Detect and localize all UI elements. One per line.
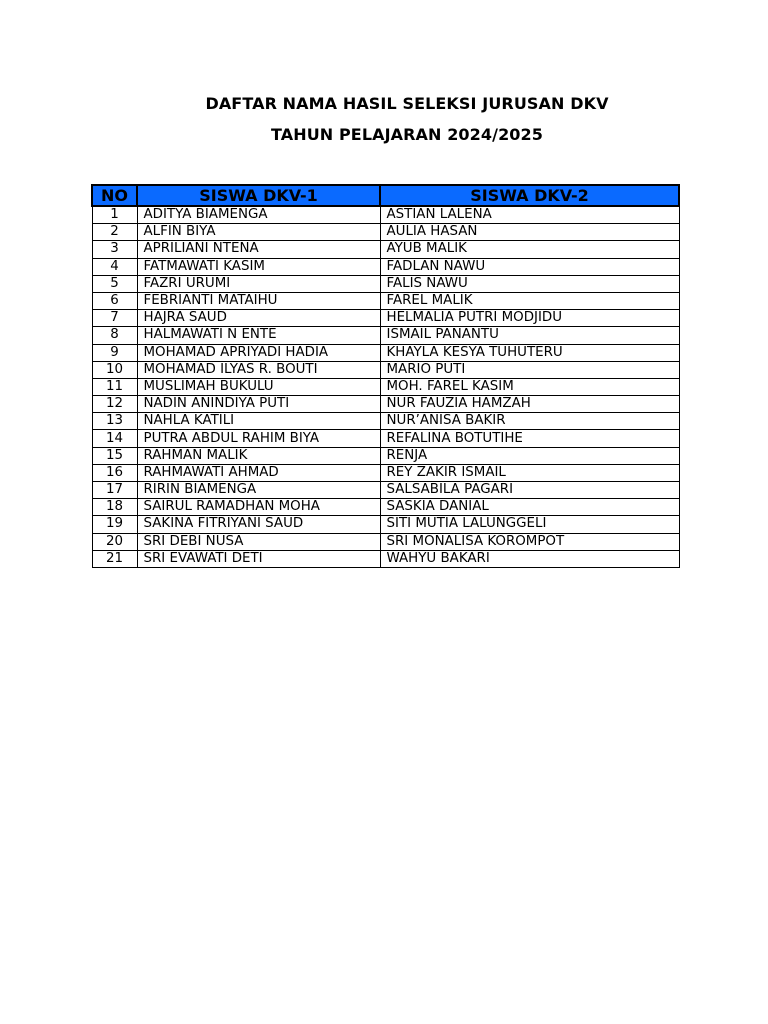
student-dkv1-name: FATMAWATI KASIM: [137, 258, 380, 275]
student-dkv1-name: APRILIANI NTENA: [137, 241, 380, 258]
row-number: 14: [92, 430, 137, 447]
row-number: 10: [92, 361, 137, 378]
student-dkv2-name: SRI MONALISA KOROMPOT: [380, 533, 679, 550]
student-dkv2-name: REY ZAKIR ISMAIL: [380, 464, 679, 481]
table-row: [92, 550, 679, 567]
table-row: [92, 516, 679, 533]
document-subtitle: TAHUN PELAJARAN 2024/2025: [270, 125, 544, 144]
student-dkv2-name: ISMAIL PANANTU: [380, 327, 679, 344]
table-row: [92, 327, 679, 344]
table-row: [92, 241, 679, 258]
student-dkv1-name: RIRIN BIAMENGA: [137, 482, 380, 499]
document-title: DAFTAR NAMA HASIL SELEKSI JURUSAN DKV: [205, 94, 609, 113]
table-row: [92, 413, 679, 430]
row-number: 21: [92, 550, 137, 567]
student-dkv2-name: NUR’ANISA BAKIR: [380, 413, 679, 430]
row-number: 9: [92, 344, 137, 361]
table-row: [92, 396, 679, 413]
student-dkv2-name: KHAYLA KESYA TUHUTERU: [380, 344, 679, 361]
row-number: 17: [92, 482, 137, 499]
student-dkv2-name: MARIO PUTI: [380, 361, 679, 378]
row-number: 8: [92, 327, 137, 344]
student-dkv2-name: MOH. FAREL KASIM: [380, 378, 679, 395]
table-row: [92, 344, 679, 361]
table-row: [92, 206, 679, 224]
row-number: 11: [92, 378, 137, 395]
student-dkv1-name: NADIN ANINDIYA PUTI: [137, 396, 380, 413]
student-dkv1-name: FAZRI URUMI: [137, 275, 380, 292]
table-row: [92, 310, 679, 327]
student-dkv2-name: SITI MUTIA LALUNGGELI: [380, 516, 679, 533]
student-dkv1-name: RAHMAN MALIK: [137, 447, 380, 464]
student-dkv1-name: MUSLIMAH BUKULU: [137, 378, 380, 395]
student-dkv1-name: PUTRA ABDUL RAHIM BIYA: [137, 430, 380, 447]
row-number: 18: [92, 499, 137, 516]
row-number: 16: [92, 464, 137, 481]
table-row: [92, 275, 679, 292]
row-number: 20: [92, 533, 137, 550]
student-dkv2-name: SALSABILA PAGARI: [380, 482, 679, 499]
student-dkv1-name: MOHAMAD ILYAS R. BOUTI: [137, 361, 380, 378]
student-dkv2-name: HELMALIA PUTRI MODJIDU: [380, 310, 679, 327]
student-dkv2-name: FALIS NAWU: [380, 275, 679, 292]
student-dkv1-name: SRI EVAWATI DETI: [137, 550, 380, 567]
row-number: 19: [92, 516, 137, 533]
student-dkv2-name: SASKIA DANIAL: [380, 499, 679, 516]
table-row: [92, 430, 679, 447]
student-dkv2-name: FAREL MALIK: [380, 292, 679, 309]
row-number: 6: [92, 292, 137, 309]
student-dkv1-name: MOHAMAD APRIYADI HADIA: [137, 344, 380, 361]
student-dkv1-name: FEBRIANTI MATAIHU: [137, 292, 380, 309]
student-dkv1-name: HALMAWATI N ENTE: [137, 327, 380, 344]
row-number: 5: [92, 275, 137, 292]
table-row: [92, 258, 679, 275]
table-row: [92, 292, 679, 309]
student-dkv2-name: AULIA HASAN: [380, 224, 679, 241]
header-siswa-dkv-2: SISWA DKV-2: [380, 185, 679, 206]
student-selection-table: [91, 184, 680, 568]
student-dkv2-name: ASTIAN LALENA: [380, 206, 679, 224]
row-number: 12: [92, 396, 137, 413]
table-row: [92, 499, 679, 516]
student-dkv2-name: RENJA: [380, 447, 679, 464]
row-number: 1: [92, 206, 137, 224]
row-number: 13: [92, 413, 137, 430]
student-dkv2-name: WAHYU BAKARI: [380, 550, 679, 567]
table-row: [92, 482, 679, 499]
row-number: 4: [92, 258, 137, 275]
table-body: [92, 206, 679, 567]
table-row: [92, 378, 679, 395]
student-dkv1-name: SRI DEBI NUSA: [137, 533, 380, 550]
row-number: 2: [92, 224, 137, 241]
student-dkv1-name: ADITYA BIAMENGA: [137, 206, 380, 224]
student-dkv1-name: ALFIN BIYA: [137, 224, 380, 241]
table-row: [92, 447, 679, 464]
student-dkv1-name: RAHMAWATI AHMAD: [137, 464, 380, 481]
student-dkv2-name: AYUB MALIK: [380, 241, 679, 258]
table-row: [92, 533, 679, 550]
row-number: 7: [92, 310, 137, 327]
row-number: 15: [92, 447, 137, 464]
header-siswa-dkv-1: SISWA DKV-1: [137, 185, 380, 206]
student-dkv1-name: SAIRUL RAMADHAN MOHA: [137, 499, 380, 516]
table-row: [92, 361, 679, 378]
student-dkv2-name: REFALINA BOTUTIHE: [380, 430, 679, 447]
header-no: NO: [92, 185, 137, 206]
student-dkv1-name: NAHLA KATILI: [137, 413, 380, 430]
table-row: [92, 224, 679, 241]
table-header-row: [92, 185, 679, 206]
student-dkv2-name: FADLAN NAWU: [380, 258, 679, 275]
student-dkv2-name: NUR FAUZIA HAMZAH: [380, 396, 679, 413]
row-number: 3: [92, 241, 137, 258]
student-dkv1-name: SAKINA FITRIYANI SAUD: [137, 516, 380, 533]
table-row: [92, 464, 679, 481]
student-dkv1-name: HAJRA SAUD: [137, 310, 380, 327]
